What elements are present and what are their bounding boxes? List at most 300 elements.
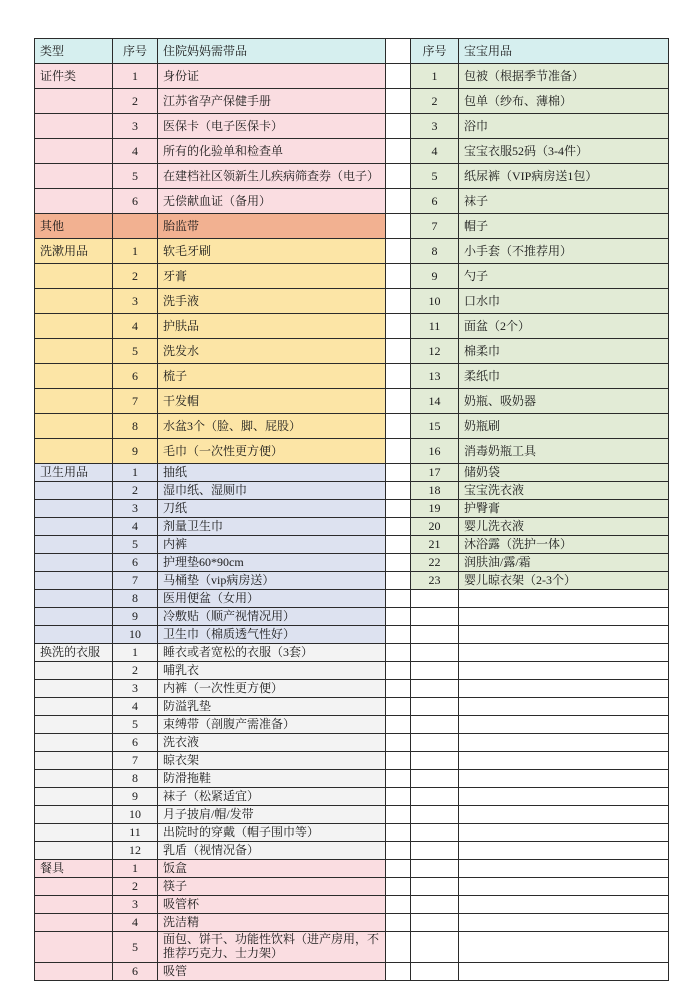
cell-category: 餐具: [35, 860, 113, 878]
cell-spacer: [386, 842, 411, 860]
cell-empty: [459, 662, 669, 680]
cell-item: 梳子: [158, 364, 386, 389]
cell-empty: [411, 896, 459, 914]
cell-item: 束缚带（剖腹产需准备）: [158, 716, 386, 734]
cell-item: 湿巾纸、湿厕巾: [158, 482, 386, 500]
cell-index: 1: [113, 239, 158, 264]
table-row: [35, 860, 669, 878]
cell-baby-index: 11: [411, 314, 459, 339]
cell-spacer: [386, 114, 411, 139]
cell-baby-item: 奶瓶刷: [459, 414, 669, 439]
cell-spacer: [386, 788, 411, 806]
cell-spacer: [386, 824, 411, 842]
cell-baby-index: 16: [411, 439, 459, 464]
cell-baby-index: 21: [411, 536, 459, 554]
table-row: [35, 500, 669, 518]
cell-empty: [411, 662, 459, 680]
cell-spacer: [386, 962, 411, 980]
cell-baby-item: 婴儿晾衣架（2-3个）: [459, 572, 669, 590]
cell-category: [35, 264, 113, 289]
table-row: [35, 770, 669, 788]
cell-item: 洗发水: [158, 339, 386, 364]
cell-spacer: [386, 644, 411, 662]
table-row: [35, 644, 669, 662]
cell-category: [35, 842, 113, 860]
cell-index: 9: [113, 788, 158, 806]
cell-index: 6: [113, 189, 158, 214]
table-row: [35, 914, 669, 932]
cell-item: 身份证: [158, 64, 386, 89]
cell-empty: [411, 914, 459, 932]
cell-baby-index: 2: [411, 89, 459, 114]
cell-empty: [411, 770, 459, 788]
cell-category: [35, 289, 113, 314]
cell-baby-item: 包单（纱布、薄棉）: [459, 89, 669, 114]
cell-item: 医保卡（电子医保卡）: [158, 114, 386, 139]
table-row: [35, 626, 669, 644]
cell-spacer: [386, 734, 411, 752]
cell-category: [35, 590, 113, 608]
cell-baby-item: 包被（根据季节准备）: [459, 64, 669, 89]
cell-index: 7: [113, 752, 158, 770]
cell-spacer: [386, 482, 411, 500]
cell-spacer: [386, 752, 411, 770]
cell-empty: [459, 824, 669, 842]
cell-baby-item: 婴儿洗衣液: [459, 518, 669, 536]
table-row: [35, 114, 669, 139]
cell-spacer: [386, 806, 411, 824]
cell-item: 卫生巾（棉质透气性好）: [158, 626, 386, 644]
table-row: [35, 962, 669, 980]
table-row: [35, 806, 669, 824]
cell-spacer: [386, 164, 411, 189]
cell-empty: [411, 806, 459, 824]
cell-spacer: [386, 339, 411, 364]
cell-index: 8: [113, 590, 158, 608]
cell-index: 12: [113, 842, 158, 860]
cell-baby-item: 储奶袋: [459, 464, 669, 482]
cell-baby-item: 消毒奶瓶工具: [459, 439, 669, 464]
cell-item: 抽纸: [158, 464, 386, 482]
cell-baby-item: 勺子: [459, 264, 669, 289]
table-row: [35, 752, 669, 770]
cell-category: [35, 716, 113, 734]
spreadsheet-table: [34, 38, 668, 981]
cell-category: [35, 572, 113, 590]
cell-category: [35, 680, 113, 698]
cell-item: 月子披肩/帽/发带: [158, 806, 386, 824]
cell-item: 内裤: [158, 536, 386, 554]
cell-spacer: [386, 439, 411, 464]
cell-item: 无偿献血证（备用）: [158, 189, 386, 214]
table-row: [35, 64, 669, 89]
table-row: [35, 842, 669, 860]
cell-empty: [411, 698, 459, 716]
cell-index: 3: [113, 500, 158, 518]
cell-spacer: [386, 680, 411, 698]
cell-item: 吸管: [158, 962, 386, 980]
table-row: [35, 214, 669, 239]
cell-category: [35, 806, 113, 824]
cell-item: 筷子: [158, 878, 386, 896]
cell-item: 江苏省孕产保健手册: [158, 89, 386, 114]
cell-baby-item: 面盆（2个）: [459, 314, 669, 339]
table-row: [35, 89, 669, 114]
table-row: [35, 439, 669, 464]
cell-spacer: [386, 214, 411, 239]
cell-category: [35, 626, 113, 644]
cell-empty: [459, 716, 669, 734]
cell-empty: [459, 878, 669, 896]
cell-category: [35, 139, 113, 164]
cell-spacer: [386, 414, 411, 439]
cell-index: 11: [113, 824, 158, 842]
table-row: [35, 464, 669, 482]
cell-item: 水盆3个（脸、脚、屁股）: [158, 414, 386, 439]
checklist-table: [34, 38, 669, 981]
cell-index: 5: [113, 536, 158, 554]
cell-spacer: [386, 89, 411, 114]
cell-item: 干发帽: [158, 389, 386, 414]
table-row: [35, 608, 669, 626]
cell-index: 1: [113, 644, 158, 662]
cell-index: 4: [113, 914, 158, 932]
cell-baby-item: 棉柔巾: [459, 339, 669, 364]
cell-item: 在建档社区领新生儿疾病筛查券（电子）: [158, 164, 386, 189]
cell-category: [35, 339, 113, 364]
cell-baby-item: 奶瓶、吸奶器: [459, 389, 669, 414]
cell-category: 洗漱用品: [35, 239, 113, 264]
cell-empty: [459, 752, 669, 770]
cell-index: 5: [113, 932, 158, 963]
cell-index: 2: [113, 264, 158, 289]
cell-baby-index: 20: [411, 518, 459, 536]
column-header-baby-item: 宝宝用品: [459, 39, 669, 64]
table-row: [35, 314, 669, 339]
table-row: [35, 698, 669, 716]
cell-spacer: [386, 716, 411, 734]
cell-empty: [459, 842, 669, 860]
cell-baby-index: 4: [411, 139, 459, 164]
cell-index: 2: [113, 662, 158, 680]
cell-empty: [459, 698, 669, 716]
cell-item: 睡衣或者宽松的衣服（3套）: [158, 644, 386, 662]
cell-baby-item: 润肤油/露/霜: [459, 554, 669, 572]
cell-baby-index: 7: [411, 214, 459, 239]
cell-item: 袜子（松紧适宜）: [158, 788, 386, 806]
cell-spacer: [386, 64, 411, 89]
cell-spacer: [386, 364, 411, 389]
cell-category: [35, 389, 113, 414]
cell-category: [35, 752, 113, 770]
cell-item: 出院时的穿戴（帽子围巾等）: [158, 824, 386, 842]
cell-index: 8: [113, 770, 158, 788]
cell-empty: [459, 590, 669, 608]
cell-index: 3: [113, 289, 158, 314]
cell-baby-index: 12: [411, 339, 459, 364]
cell-category: [35, 314, 113, 339]
cell-spacer: [386, 932, 411, 963]
cell-category: [35, 89, 113, 114]
cell-category: [35, 500, 113, 518]
cell-index: 10: [113, 626, 158, 644]
cell-category: [35, 932, 113, 963]
cell-spacer: [386, 914, 411, 932]
table-row: [35, 896, 669, 914]
cell-spacer: [386, 572, 411, 590]
table-row: [35, 824, 669, 842]
cell-category: [35, 364, 113, 389]
cell-empty: [411, 590, 459, 608]
cell-empty: [411, 878, 459, 896]
cell-spacer: [386, 590, 411, 608]
cell-index: 6: [113, 364, 158, 389]
table-row: [35, 264, 669, 289]
cell-spacer: [386, 626, 411, 644]
cell-index: 6: [113, 962, 158, 980]
cell-item: 所有的化验单和检查单: [158, 139, 386, 164]
cell-category: [35, 788, 113, 806]
cell-item: 剂量卫生巾: [158, 518, 386, 536]
cell-item: 乳盾（视情况备）: [158, 842, 386, 860]
cell-empty: [459, 680, 669, 698]
cell-baby-item: 帽子: [459, 214, 669, 239]
cell-baby-item: 护臀膏: [459, 500, 669, 518]
cell-spacer: [386, 698, 411, 716]
cell-empty: [459, 860, 669, 878]
table-row: [35, 139, 669, 164]
table-row: [35, 189, 669, 214]
cell-index: 5: [113, 164, 158, 189]
cell-baby-index: 19: [411, 500, 459, 518]
cell-empty: [459, 608, 669, 626]
cell-empty: [411, 680, 459, 698]
cell-spacer: [386, 264, 411, 289]
cell-index: 9: [113, 608, 158, 626]
table-row: [35, 788, 669, 806]
cell-spacer: [386, 139, 411, 164]
cell-item: 冷敷贴（顺产视情况用）: [158, 608, 386, 626]
cell-empty: [411, 824, 459, 842]
cell-category: [35, 698, 113, 716]
cell-baby-index: 14: [411, 389, 459, 414]
cell-category: [35, 878, 113, 896]
cell-category: [35, 536, 113, 554]
cell-empty: [459, 770, 669, 788]
cell-baby-item: 小手套（不推荐用）: [459, 239, 669, 264]
cell-baby-index: 8: [411, 239, 459, 264]
cell-index: 3: [113, 680, 158, 698]
cell-index: 2: [113, 482, 158, 500]
cell-item: 医用便盆（女用）: [158, 590, 386, 608]
cell-empty: [411, 860, 459, 878]
cell-empty: [411, 716, 459, 734]
cell-spacer: [386, 464, 411, 482]
cell-baby-item: 沐浴露（洗护一体）: [459, 536, 669, 554]
cell-spacer: [386, 536, 411, 554]
table-row: [35, 572, 669, 590]
table-row: [35, 414, 669, 439]
cell-item: 洗手液: [158, 289, 386, 314]
cell-item: 防溢乳垫: [158, 698, 386, 716]
table-row: [35, 662, 669, 680]
cell-category: [35, 554, 113, 572]
cell-category: [35, 662, 113, 680]
column-header-item: 住院妈妈需带品: [158, 39, 386, 64]
cell-category: [35, 734, 113, 752]
cell-category: [35, 896, 113, 914]
cell-baby-index: 23: [411, 572, 459, 590]
table-row: [35, 364, 669, 389]
table-row: [35, 518, 669, 536]
cell-category: [35, 189, 113, 214]
cell-baby-item: 宝宝洗衣液: [459, 482, 669, 500]
cell-category: [35, 482, 113, 500]
table-row: [35, 482, 669, 500]
cell-spacer: [386, 896, 411, 914]
cell-spacer: [386, 389, 411, 414]
cell-item: 吸管杯: [158, 896, 386, 914]
cell-spacer: [386, 289, 411, 314]
column-header-type: 类型: [35, 39, 113, 64]
column-header-baby-no: 序号: [411, 39, 459, 64]
cell-index: 4: [113, 314, 158, 339]
table-row: [35, 536, 669, 554]
cell-category: [35, 824, 113, 842]
cell-baby-item: 纸尿裤（VIP病房送1包）: [459, 164, 669, 189]
cell-spacer: [386, 608, 411, 626]
cell-category: [35, 439, 113, 464]
cell-baby-index: 5: [411, 164, 459, 189]
cell-baby-index: 9: [411, 264, 459, 289]
table-row: [35, 164, 669, 189]
table-row: [35, 389, 669, 414]
cell-category: 证件类: [35, 64, 113, 89]
cell-index: 6: [113, 734, 158, 752]
cell-index: 6: [113, 554, 158, 572]
cell-item: 牙膏: [158, 264, 386, 289]
table-row: [35, 289, 669, 314]
cell-item: 面包、饼干、功能性饮料（进产房用，不推荐巧克力、士力架）: [158, 932, 386, 963]
cell-index: 10: [113, 806, 158, 824]
cell-index: 1: [113, 64, 158, 89]
cell-empty: [411, 788, 459, 806]
cell-category: 换洗的衣服: [35, 644, 113, 662]
cell-item: 内裤（一次性更方便）: [158, 680, 386, 698]
cell-index: 4: [113, 698, 158, 716]
cell-empty: [459, 806, 669, 824]
cell-spacer: [386, 518, 411, 536]
table-row: [35, 339, 669, 364]
cell-baby-index: 10: [411, 289, 459, 314]
cell-empty: [411, 962, 459, 980]
cell-baby-index: 1: [411, 64, 459, 89]
cell-category: 卫生用品: [35, 464, 113, 482]
cell-baby-index: 6: [411, 189, 459, 214]
cell-spacer: [386, 770, 411, 788]
cell-empty: [411, 626, 459, 644]
cell-item: 防滑拖鞋: [158, 770, 386, 788]
cell-item: 哺乳衣: [158, 662, 386, 680]
cell-spacer: [386, 500, 411, 518]
cell-category: [35, 962, 113, 980]
cell-baby-index: 15: [411, 414, 459, 439]
cell-item: 护肤品: [158, 314, 386, 339]
cell-category: [35, 164, 113, 189]
cell-spacer: [386, 39, 411, 64]
cell-category: [35, 914, 113, 932]
cell-baby-index: 18: [411, 482, 459, 500]
cell-empty: [459, 932, 669, 963]
cell-index: 1: [113, 464, 158, 482]
cell-empty: [459, 626, 669, 644]
cell-category: [35, 414, 113, 439]
cell-item: 饭盒: [158, 860, 386, 878]
cell-baby-item: 口水巾: [459, 289, 669, 314]
cell-empty: [459, 734, 669, 752]
cell-baby-index: 17: [411, 464, 459, 482]
cell-spacer: [386, 662, 411, 680]
cell-index: 2: [113, 878, 158, 896]
cell-empty: [411, 932, 459, 963]
cell-empty: [459, 644, 669, 662]
cell-baby-index: 13: [411, 364, 459, 389]
table-row: [35, 878, 669, 896]
cell-index: 5: [113, 716, 158, 734]
column-header-no: 序号: [113, 39, 158, 64]
cell-index: 4: [113, 139, 158, 164]
cell-empty: [411, 842, 459, 860]
table-row: [35, 680, 669, 698]
cell-empty: [411, 734, 459, 752]
table-row: [35, 590, 669, 608]
cell-item: 刀纸: [158, 500, 386, 518]
cell-empty: [411, 752, 459, 770]
cell-spacer: [386, 878, 411, 896]
cell-empty: [459, 896, 669, 914]
cell-empty: [459, 914, 669, 932]
cell-baby-item: 宝宝衣服52码（3-4件）: [459, 139, 669, 164]
cell-item: 软毛牙刷: [158, 239, 386, 264]
cell-spacer: [386, 554, 411, 572]
cell-item: 毛巾（一次性更方便）: [158, 439, 386, 464]
cell-spacer: [386, 860, 411, 878]
cell-empty: [459, 788, 669, 806]
table-row: [35, 932, 669, 963]
cell-index: 8: [113, 414, 158, 439]
table-row: [35, 239, 669, 264]
cell-category: 其他: [35, 214, 113, 239]
cell-index: [113, 214, 158, 239]
table-header-row: [35, 39, 669, 64]
cell-spacer: [386, 189, 411, 214]
cell-item: 护理垫60*90cm: [158, 554, 386, 572]
cell-baby-item: 袜子: [459, 189, 669, 214]
cell-index: 5: [113, 339, 158, 364]
cell-baby-item: 浴巾: [459, 114, 669, 139]
cell-index: 4: [113, 518, 158, 536]
cell-index: 1: [113, 860, 158, 878]
cell-baby-index: 22: [411, 554, 459, 572]
cell-index: 9: [113, 439, 158, 464]
table-row: [35, 554, 669, 572]
cell-spacer: [386, 314, 411, 339]
cell-index: 3: [113, 114, 158, 139]
cell-index: 2: [113, 89, 158, 114]
cell-baby-item: 柔纸巾: [459, 364, 669, 389]
cell-item: 晾衣架: [158, 752, 386, 770]
cell-category: [35, 114, 113, 139]
